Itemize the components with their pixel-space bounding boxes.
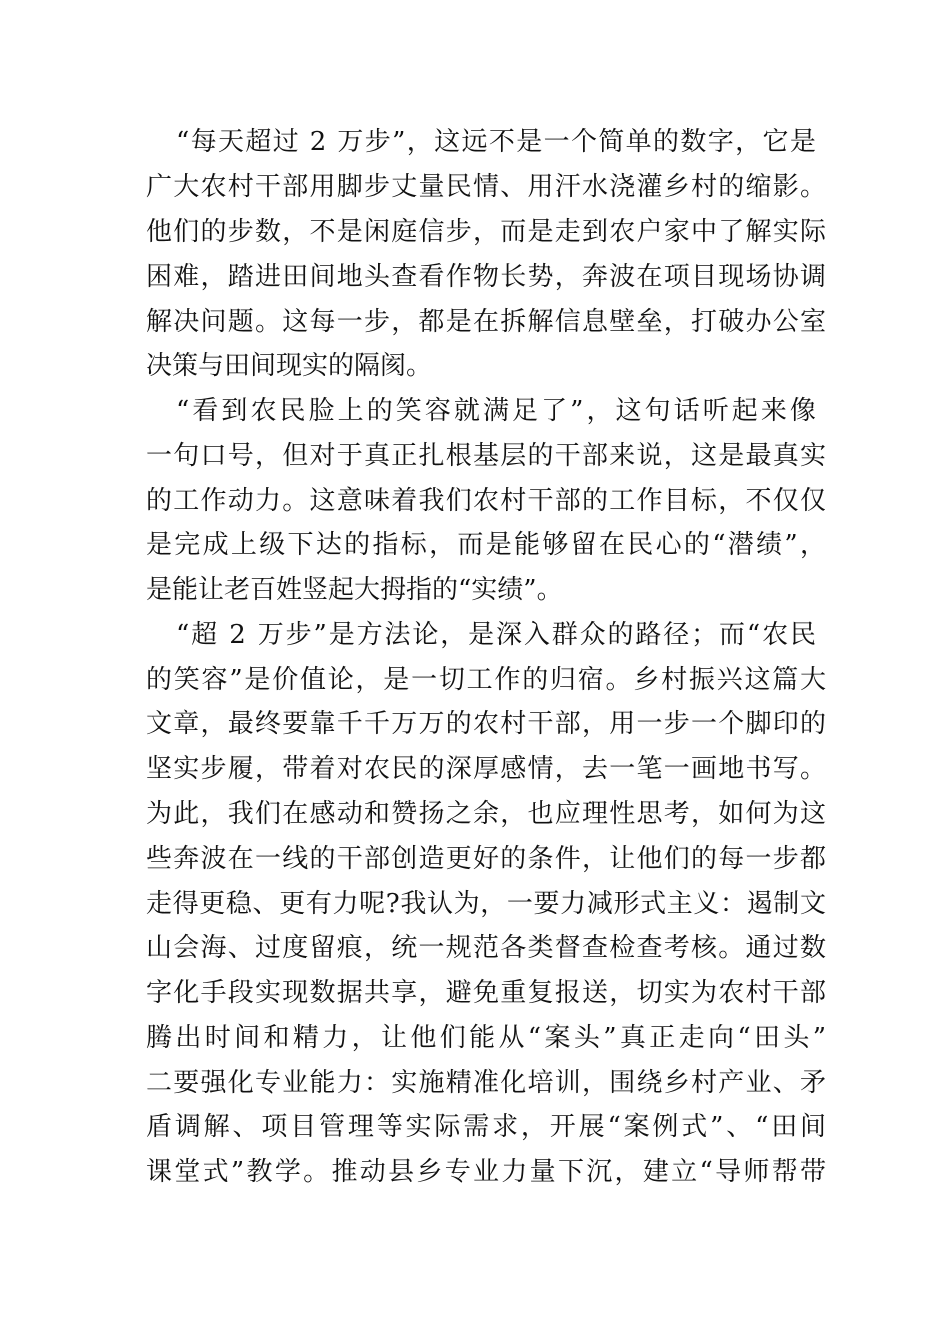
text-line <box>146 346 826 386</box>
line-text: 文章，最终要靠千千万万的农村干部，用一步一个脚印的 <box>146 709 828 739</box>
text-line <box>146 660 826 700</box>
line-text: 坚实步履，带着对农民的深厚感情，去一笔一画地书写。 <box>146 754 828 784</box>
line-text: 走得更稳、更有力呢?我认为，一要力减形式主义：遏制文 <box>146 889 827 919</box>
line-text: “每天超过 2 万步”，这远不是一个简单的数字，它是 <box>176 127 818 157</box>
text-line <box>146 167 826 207</box>
line-text: 困难，踏进田间地头查看作物长势，奔波在项目现场协调 <box>146 262 828 292</box>
text-line <box>146 257 826 297</box>
line-text: 的工作动力。这意味着我们农村干部的工作目标，不仅仅 <box>146 486 828 516</box>
text-line <box>146 212 826 252</box>
text-line <box>146 1152 829 1192</box>
text-line <box>146 1107 829 1147</box>
line-text: 盾调解、项目管理等实际需求，开展“案例式”、“田间 <box>146 1112 829 1142</box>
text-line <box>146 884 826 924</box>
line-text: 解决问题。这每一步，都是在拆解信息壁垒，打破办公室 <box>146 307 828 337</box>
line-text: 是完成上级下达的指标，而是能够留在民心的“潜绩”， <box>146 530 829 560</box>
line-text: 山会海、过度留痕，统一规范各类督查检查考核。通过数 <box>146 933 828 963</box>
line-text: 一句口号，但对于真正扎根基层的干部来说，这是最真实 <box>146 441 828 471</box>
text-line <box>146 704 826 744</box>
text-line <box>146 794 826 834</box>
line-text: “超 2 万步”是方法论，是深入群众的路径；而“农民 <box>176 620 818 650</box>
line-text: 字化手段实现数据共享，避免重复报送，切实为农村干部 <box>146 978 828 1008</box>
line-text: 是能让老百姓竖起大拇指的“实绩”。 <box>146 575 563 605</box>
line-text: 些奔波在一线的干部创造更好的条件，让他们的每一步都 <box>146 844 828 874</box>
text-line <box>146 525 829 565</box>
text-line <box>146 928 826 968</box>
line-text: 广大农村干部用脚步丈量民情、用汗水浇灌乡村的缩影。 <box>146 172 828 202</box>
text-line <box>146 570 826 610</box>
line-text: 他们的步数，不是闲庭信步，而是走到农户家中了解实际 <box>146 217 828 247</box>
line-text: 决策与田间现实的隔阂。 <box>146 351 433 381</box>
text-line <box>146 749 826 789</box>
text-line <box>176 122 816 162</box>
line-text: 的笑容”是价值论，是一切工作的归宿。乡村振兴这篇大 <box>146 665 828 695</box>
text-line <box>176 615 816 655</box>
line-text: 二要强化专业能力：实施精准化培训，围绕乡村产业、矛 <box>146 1068 828 1098</box>
line-text: 为此，我们在感动和赞扬之余，也应理性思考，如何为这 <box>146 799 828 829</box>
text-line <box>176 391 819 431</box>
text-line <box>146 1018 830 1058</box>
text-line <box>146 839 826 879</box>
line-text: 腾出时间和精力，让他们能从“案头”真正走向“田头” <box>146 1023 830 1053</box>
text-line <box>146 302 826 342</box>
text-line <box>146 481 826 521</box>
line-text: 课堂式”教学。推动县乡专业力量下沉，建立“导师帮带 <box>146 1157 829 1187</box>
text-line <box>146 436 826 476</box>
line-text: “看到农民脸上的笑容就满足了”，这句话听起来像 <box>176 396 819 426</box>
text-line <box>146 1063 826 1103</box>
text-line <box>146 973 826 1013</box>
